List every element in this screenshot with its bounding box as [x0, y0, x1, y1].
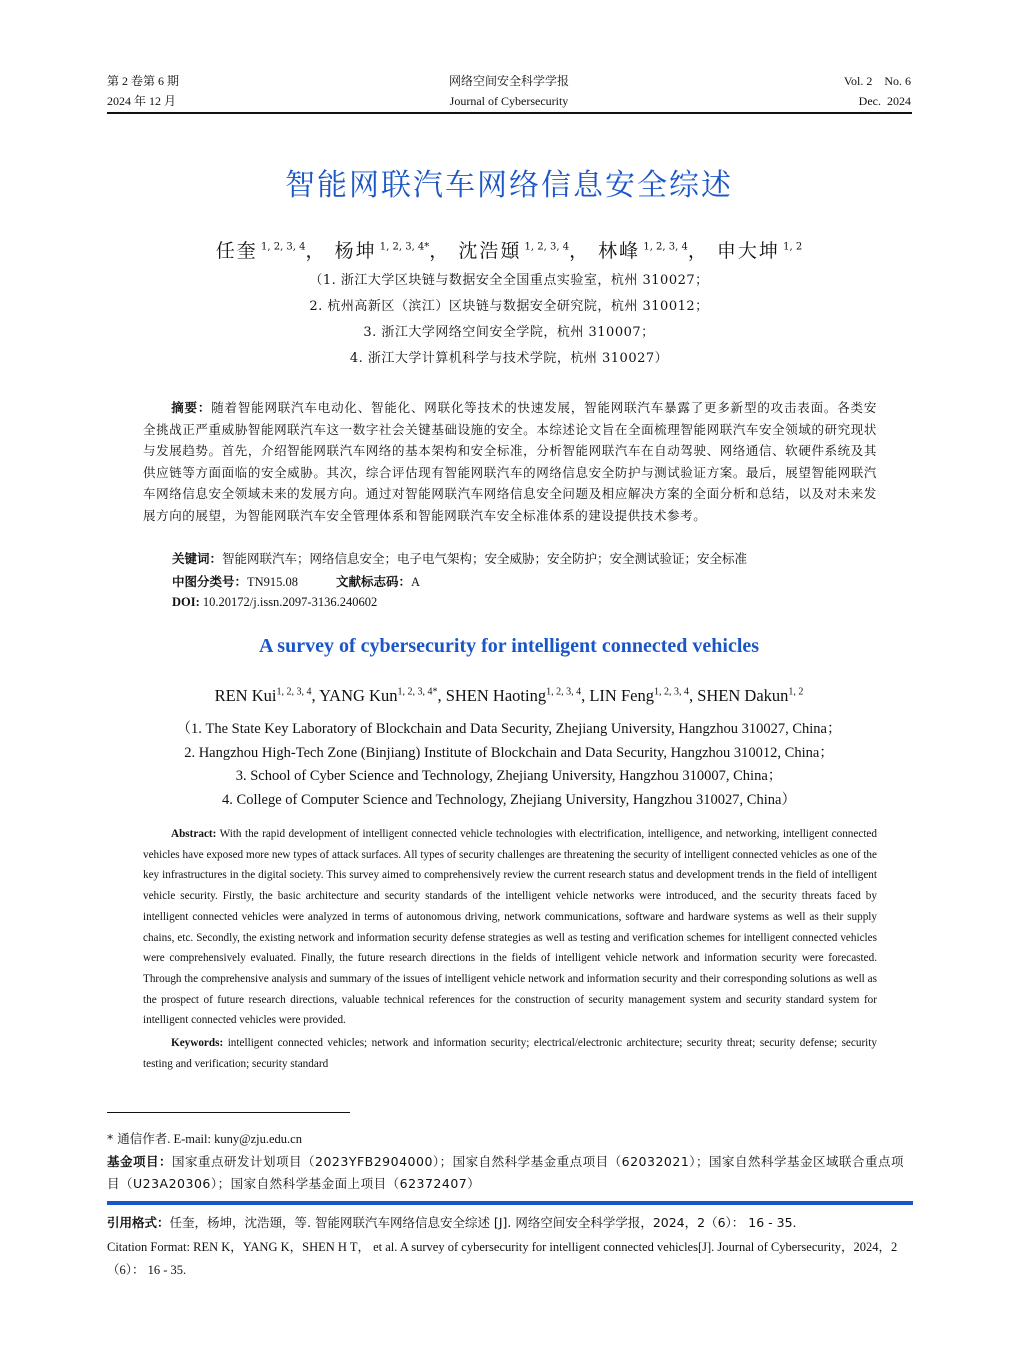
author-affiliation-mark: 1, 2 — [779, 241, 803, 253]
doc-code-value: A — [411, 575, 421, 589]
author-separator: , — [437, 686, 446, 705]
paper-title-en: A survey of cybersecurity for intelligent connected vehicles — [258, 635, 760, 657]
author-separator: , — [581, 686, 590, 705]
author-name: 林峰 — [598, 240, 641, 262]
abstract-text-cn: 随着智能网联汽车电动化、智能化、网联化等技术的快速发展，智能网联汽车暴露了更多新型的攻击表面。各类安全挑战正严重威胁智能网联汽车这一数字社会关键基础设施的安全。本综述论文旨在全面梳理智能网联汽车安全领域的研究现状与发展趋势。首先，介绍智能网联汽车网络的基本架构和安全标准，分析智能网联汽车在自动驾驶、网络通信、软硬件系统及其供应链等方面面临的安全威胁。其次，综合评估现有智能网联汽车的网络信息安全防护与测试验证方案。最后，展望智能网联汽车网络信息安全领域未来的发展方向。通过对智能网联汽车网络信息安全问题及相应解决方案的全面分析和总结，以及对未来发展方向的展望，为智能网联汽车安全管理体系和智能网联汽车安全标准体系的建设提供技术参考。 — [143, 400, 877, 523]
journal-name-en: Journal of Cybersecurity — [449, 94, 569, 108]
abstract-text-en: With the rapid development of intelligent connected vehicle technologies with electrification, intelligence, and networking, intelligent connected vehicles have exposed more new types of attack surfaces. All types of security challenges are threatening the security of intelligent connected vehicles as one of the key infrastructures in the digital society. This survey aimed to comprehensively review the current research status and development trends in the field of intelligent vehicle security. Firstly, the basic architecture and security standards of the intelligent vehicle networks were introduced, and the security threats faced by intelligent connected vehicles were analyzed in terms of autonomous driving, network communications, software and hardware systems as well as their supply chains, etc. Secondly, the existing network and information security defense strategies as well as testing and verification schemes for intelligent connected vehicles were comprehensively evaluated. Finally, the future research directions in the fields of intelligent vehicle network and information security were forecasted. Through the comprehensive analysis and summary of the issues of intelligent vehicle network and information security and their corresponding solutions as well as the prospect of future research directions, valuable technical references for the construction of security management system and security standard system for intelligent connected vehicles were provided. — [143, 828, 877, 1027]
corresponding-email[interactable]: . E-mail: kuny@zju.edu.cn — [167, 1132, 302, 1146]
citation-rule — [107, 1201, 913, 1205]
author-name: YANG Kun — [319, 686, 398, 705]
author-separator: ， — [305, 240, 327, 262]
author-name: REN Kui — [214, 686, 277, 705]
author-name: 申大坤 — [716, 240, 780, 262]
author-name: SHEN Dakun — [697, 686, 789, 705]
author-name: LIN Feng — [589, 686, 654, 705]
author-name: SHEN Haoting — [445, 686, 547, 705]
keywords-text-en: intelligent connected vehicles; network and information security; electrical/electronic architecture; security threat; security defense; security testing and verification; security standard — [143, 1037, 877, 1070]
author-affiliation-mark: 1, 2, 3, 4 — [640, 241, 688, 253]
keywords-label-cn: 关键词： — [172, 551, 223, 566]
author-name: 沈浩頲 — [458, 240, 522, 262]
citation-text-en: REN K，YANG K，SHEN H T， et al. A survey of cybersecurity for intelligent connected vehicles[J]. Journal of Cybersecurity，2024，2（6）： 16 - 35. — [107, 1240, 898, 1277]
abstract-label-en: Abstract: — [171, 828, 217, 840]
classification — [172, 572, 420, 590]
citation-en — [107, 1236, 912, 1282]
footnote-rule — [107, 1112, 350, 1113]
date-en: Dec. 2024 — [858, 94, 911, 108]
author-affiliation-mark: 1, 2, 3, 4 — [257, 241, 306, 253]
abstract-cn — [143, 397, 877, 527]
volume-issue-en: Vol. 2 No. 6 — [843, 74, 911, 88]
date-cn: 2024 年 12 月 — [107, 94, 177, 108]
affiliation-en: 4. College of Computer Science and Technology, Zhejiang University, Hangzhou 310027, China） — [222, 792, 796, 808]
author-affiliation-mark: 1, 2, 3, 4 — [653, 686, 689, 698]
doi — [172, 595, 377, 610]
journal-volume-cn — [107, 71, 179, 111]
doi-link[interactable]: 10.20172/j.issn.2097-3136.240602 — [199, 595, 378, 609]
affiliation-en: 3. School of Cyber Science and Technology, Zhejiang University, Hangzhou 310007, China； — [235, 768, 783, 784]
journal-name-cn: 网络空间安全科学学报 — [448, 74, 569, 88]
citation-label-en: Citation Format: — [107, 1240, 190, 1254]
author-name: 杨坤 — [334, 240, 377, 262]
keywords-cn — [172, 549, 747, 567]
abstract-en — [143, 824, 877, 1074]
affiliation-cn: 4. 浙江大学计算机科学与技术学院，杭州 310027） — [349, 351, 669, 366]
author-separator: ， — [687, 240, 709, 262]
author-affiliation-mark: 1, 2, 3, 4* — [376, 241, 430, 253]
journal-volume-en — [844, 71, 911, 111]
author-list-en — [0, 686, 1018, 706]
affiliation-cn: 3. 浙江大学网络空间安全学院，杭州 310007； — [363, 325, 655, 340]
author-list-cn — [0, 236, 1018, 263]
author-separator: ， — [429, 240, 451, 262]
author-separator: , — [688, 686, 698, 705]
citation-text-cn: 任奎，杨坤，沈浩頲，等. 智能网联汽车网络信息安全综述 [J]. 网络空间安全科学学报，2024，2（6）： 16 - 35. — [169, 1215, 797, 1230]
funding — [107, 1151, 912, 1195]
author-affiliation-mark: 1, 2, 3, 4* — [397, 686, 438, 698]
corresponding-label: * 通信作者 — [107, 1131, 168, 1146]
affiliation-en: 2. Hangzhou High-Tech Zone (Binjiang) Institute of Blockchain and Data Security, Hangzhou 310012, China； — [184, 745, 834, 761]
clc-value: TN915.08 — [247, 575, 299, 589]
author-affiliation-mark: 1, 2 — [788, 686, 804, 698]
clc-label: 中图分类号： — [172, 574, 248, 589]
citation-cn — [107, 1213, 912, 1231]
funding-text: 国家重点研发计划项目（2023YFB2904000）；国家自然科学基金重点项目（62032021）；国家自然科学基金区域联合重点项目（U23A20306）；国家自然科学基金面上项目（62372407） — [107, 1154, 905, 1191]
author-affiliation-mark: 1, 2, 3, 4 — [546, 686, 582, 698]
affiliation-cn: 2. 杭州高新区（滨江）区块链与数据安全研究院，杭州 310012； — [309, 299, 709, 314]
affiliation-cn: （1. 浙江大学区块链与数据安全全国重点实验室，杭州 310027； — [309, 273, 709, 288]
corresponding-author — [107, 1129, 302, 1147]
keywords-label-en: Keywords: — [171, 1037, 224, 1050]
journal-name — [359, 71, 659, 111]
funding-label: 基金项目： — [107, 1154, 173, 1169]
abstract-label-cn: 摘要： — [171, 400, 212, 415]
author-affiliation-mark: 1, 2, 3, 4 — [521, 241, 570, 253]
doi-label: DOI: — [172, 595, 200, 609]
citation-label-cn: 引用格式： — [107, 1215, 170, 1230]
doc-code-label: 文献标志码： — [336, 574, 412, 589]
author-separator: ， — [569, 240, 591, 262]
keywords-text-cn: 智能网联汽车；网络信息安全；电子电气架构；安全威胁；安全防护；安全测试验证；安全标准 — [222, 551, 748, 566]
header-rule — [107, 112, 912, 114]
author-name: 任奎 — [215, 240, 258, 262]
paper-title-cn: 智能网联汽车网络信息安全综述 — [285, 168, 733, 203]
volume-issue-cn: 第 2 卷第 6 期 — [107, 74, 180, 88]
affiliation-en: （1. The State Key Laboratory of Blockchain and Data Security, Zhejiang University, Hangzhou 310027, China； — [176, 721, 842, 737]
author-separator: , — [311, 686, 320, 705]
author-affiliation-mark: 1, 2, 3, 4 — [276, 686, 312, 698]
